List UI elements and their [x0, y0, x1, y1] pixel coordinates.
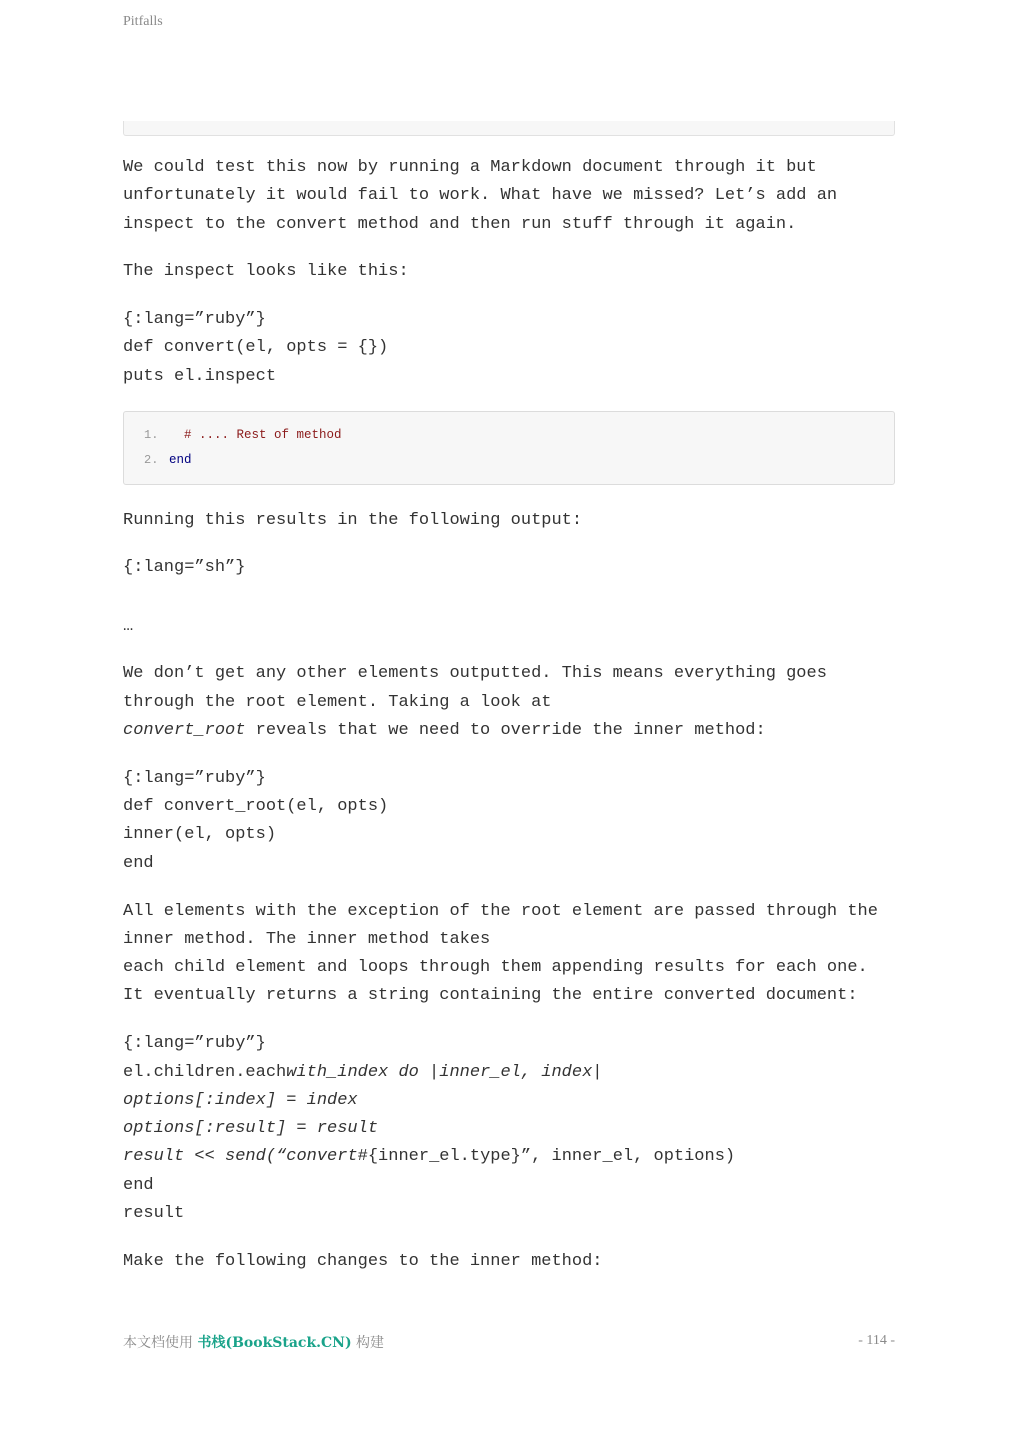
footer-prefix: 本文档使用	[123, 1335, 198, 1351]
code-listing-line	[124, 423, 894, 448]
code-line	[123, 1143, 895, 1171]
code-line: inner(el, opts)	[123, 825, 277, 845]
line-number: 2.	[144, 452, 159, 467]
paragraph: The inspect looks like this:	[123, 262, 409, 282]
code-comment: # .... Rest of method	[169, 427, 342, 442]
code-lang-tag: {:lang=”ruby”}	[123, 1034, 266, 1054]
paragraph	[123, 898, 895, 1011]
emphasis: with_index do |inner_el, index|	[286, 1062, 603, 1082]
code-line	[123, 1087, 895, 1115]
paragraph	[123, 660, 895, 745]
code-line	[123, 1115, 895, 1143]
paragraph: Running this results in the following output:	[123, 510, 583, 530]
paragraph: We could test this now by running a Markdown document through it but unfortunately it would fail to work. What have we missed? Let’s add an inspect to the convert method and then run stuff through it again.	[123, 158, 848, 234]
paragraph-line: each child element and loops through them appending results for each one.	[123, 958, 868, 978]
text-span: el.children.each	[123, 1062, 287, 1082]
ellipsis: …	[123, 616, 134, 636]
page-header-title: Pitfalls	[123, 14, 163, 29]
paragraph-line	[123, 717, 895, 745]
code-block-fragment	[123, 121, 895, 136]
code-line: result	[123, 1204, 185, 1224]
emphasis: send(“convert	[225, 1147, 358, 1167]
code-keyword: end	[169, 452, 192, 467]
code-lang-tag: {:lang=”ruby”}	[123, 310, 266, 330]
code-line: puts el.inspect	[123, 366, 277, 386]
text-span: reveals that we need to override the inner method:	[245, 721, 766, 741]
paragraph-line: through the root element. Taking a look at	[123, 692, 552, 712]
emphasis: options[:result] = result	[123, 1119, 379, 1139]
code-line: def convert(el, opts = {})	[123, 338, 389, 358]
document-body	[123, 154, 895, 1296]
footer-suffix: 构建	[351, 1335, 385, 1351]
code-line: end	[123, 1175, 154, 1195]
code-lang-tag: {:lang=”sh”}	[123, 558, 246, 578]
code-line	[123, 1059, 895, 1087]
code-line: end	[123, 853, 154, 873]
code-lang-tag: {:lang=”ruby”}	[123, 768, 266, 788]
page-number: - 114 -	[858, 1333, 895, 1348]
text-span: <<	[184, 1147, 226, 1167]
code-listing-line	[124, 448, 894, 473]
paragraph-line: inner method. The inner method takes	[123, 929, 491, 949]
code-line: def convert_root(el, opts)	[123, 797, 389, 817]
inline-code-block	[123, 1030, 895, 1228]
emphasis: options[:index] = index	[123, 1090, 358, 1110]
emphasis: convert_root	[123, 721, 246, 741]
inline-code-block	[123, 306, 895, 391]
footer-credit	[123, 1332, 384, 1352]
paragraph-line: All elements with the exception of the root element are passed through the	[123, 901, 878, 921]
bookstack-link[interactable]: 书栈(BookStack.CN)	[197, 1335, 352, 1351]
paragraph-line: It eventually returns a string containing the entire converted document:	[123, 986, 858, 1006]
code-listing	[123, 411, 895, 485]
paragraph: Make the following changes to the inner method:	[123, 1251, 603, 1271]
emphasis: result	[123, 1147, 185, 1167]
text-span: #{inner_el.type}”, inner_el, options)	[357, 1147, 736, 1167]
line-number: 1.	[144, 427, 159, 442]
inline-code-block	[123, 765, 895, 878]
paragraph-line: We don’t get any other elements outputted. This means everything goes	[123, 664, 827, 684]
